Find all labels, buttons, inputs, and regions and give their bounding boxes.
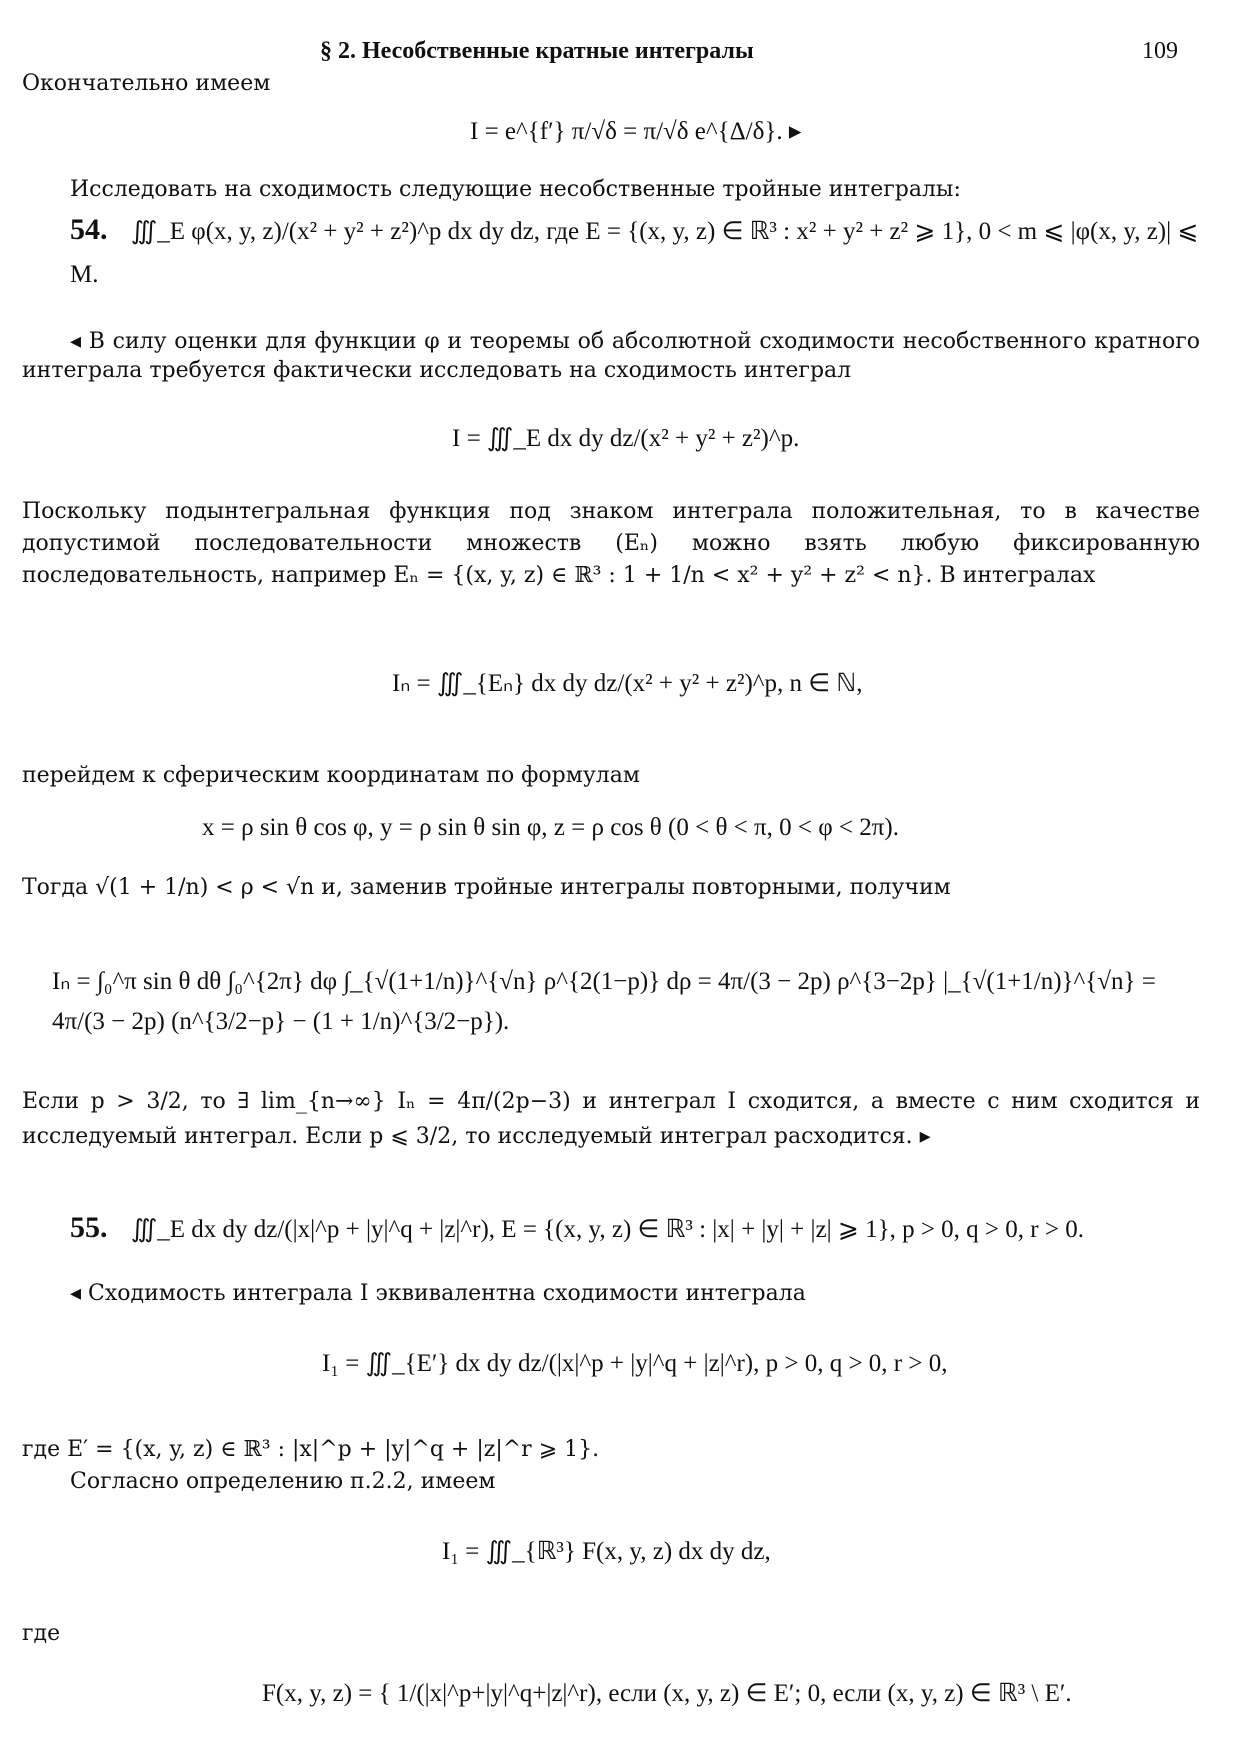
problem-number: 54. — [70, 213, 108, 246]
solution-55-p4: где — [22, 1621, 61, 1646]
formula-In: Iₙ = ∭_{Eₙ} dx dy dz/(x² + y² + z²)^p, n ∈ ℕ, — [392, 670, 863, 697]
solution-54-p2: Поскольку подынтегральная функция под знаком интеграла положительная, то в качестве допустимой последовательности множеств (Eₙ) можно взять любую фиксированную последовательность, например Eₙ = {(x, y, z) ∈ ℝ³ : 1 + 1/n < x² + y² + z² < n}. В интегралах — [22, 499, 1200, 588]
solution-55-p1: ◂ Сходимость интеграла I эквивалентна сходимости интеграла — [70, 1281, 806, 1306]
formula-I1-R3: I₁ = ∭_{ℝ³} F(x, y, z) dx dy dz, — [442, 1538, 771, 1565]
solution-54-p3: перейдем к сферическим координатам по формулам — [22, 763, 640, 788]
problem-54-statement — [70, 210, 1200, 296]
problem-formula: ∭_E φ(x, y, z)/(x² + y² + z²)^p dx dy dz, где E = {(x, y, z) ∈ ℝ³ : x² + y² + z² ⩾ 1}, 0 < m ⩽ |φ(x, y, z)| ⩽ M. — [70, 218, 1199, 288]
formula-iterated: Iₙ = ∫₀^π sin θ dθ ∫₀^{2π} dφ ∫_{√(1+1/n)}^{√n} ρ^{2(1−p)} dρ = 4π/(3 − 2p) ρ^{3−2p} |_{√(1+1/n)}^{√n} = 4π/(3 − 2p) (n^{3/2−p} − (1 + 1/n)^{3/2−p}). — [52, 968, 1156, 1035]
intro-formula: I = e^{f′} π/√δ = π/√δ e^{Δ/δ}. ▸ — [470, 118, 802, 145]
formula-I: I = ∭_E dx dy dz/(x² + y² + z²)^p. — [452, 425, 800, 452]
intro-text: Окончательно имеем — [22, 71, 271, 96]
solution-55-p3: Согласно определению п.2.2, имеем — [70, 1469, 496, 1494]
formula-F: F(x, y, z) = { 1/(|x|^p+|y|^q+|z|^r), если (x, y, z) ∈ E′; 0, если (x, y, z) ∈ ℝ³ \ E′. — [262, 1680, 1072, 1707]
solution-54-p1: ◂ В силу оценки для функции φ и теоремы об абсолютной сходимости несобственного кратного интеграла требуется фактически исследовать на сходимость интеграл — [22, 329, 1200, 383]
solution-55-p2: где E′ = {(x, y, z) ∈ ℝ³ : |x|^p + |y|^q + |z|^r ⩾ 1}. — [22, 1437, 600, 1462]
problem-number: 55. — [70, 1211, 108, 1244]
page-number: 109 — [1142, 38, 1178, 64]
formula-I1: I₁ = ∭_{E′} dx dy dz/(|x|^p + |y|^q + |z|^r), p > 0, q > 0, r > 0, — [322, 1350, 948, 1377]
task-intro: Исследовать на сходимость следующие несобственные тройные интегралы: — [70, 177, 961, 202]
problem-55-statement — [70, 1208, 1200, 1247]
solution-54-p4: Тогда √(1 + 1/n) < ρ < √n и, заменив тройные интегралы повторными, получим — [22, 875, 951, 900]
section-title: § 2. Несобственные кратные интегралы — [320, 38, 754, 64]
problem-formula: ∭_E dx dy dz/(|x|^p + |y|^q + |z|^r), E = {(x, y, z) ∈ ℝ³ : |x| + |y| + |z| ⩾ 1}, p > 0, q > 0, r > 0. — [130, 1216, 1084, 1243]
formula-spherical: x = ρ sin θ cos φ, y = ρ sin θ sin φ, z = ρ cos θ (0 < θ < π, 0 < φ < 2π). — [202, 814, 899, 841]
solution-54-p5: Если p > 3/2, то ∃ lim_{n→∞} Iₙ = 4π/(2p−3) и интеграл I сходится, а вместе с ним сходится и исследуемый интеграл. Если p ⩽ 3/2, то исследуемый интеграл расходится. ▸ — [22, 1089, 1200, 1150]
